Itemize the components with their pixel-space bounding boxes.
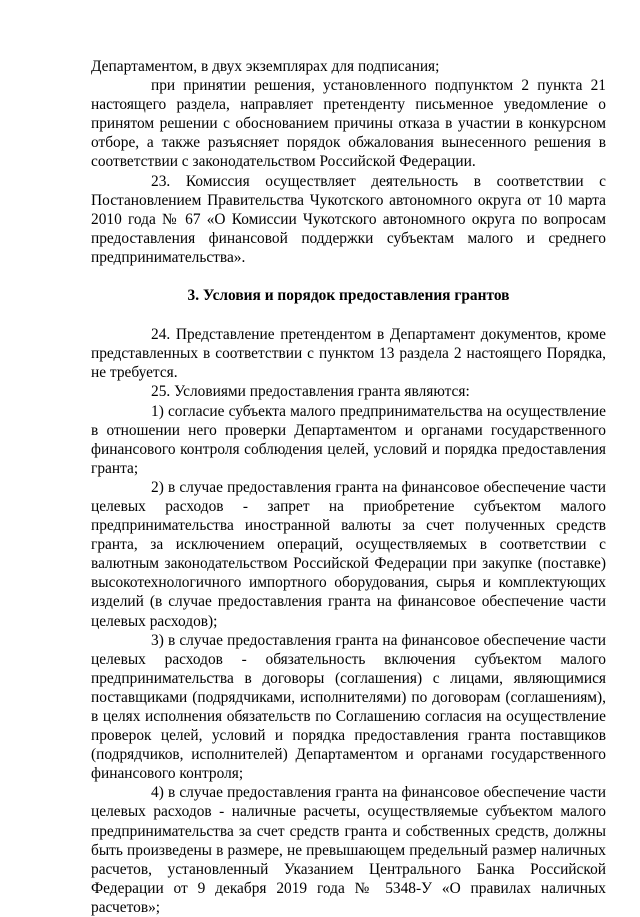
- paragraph-24: 24. Представление претендентом в Департамент документов, кроме представленных в соответствии с пунктом 13 раздела 2 настоящего Порядка, не требуется.: [91, 326, 606, 382]
- paragraph-commission-notice: при принятии решения, установленного подпунктом 2 пункта 21 настоящего раздела, направляет претенденту письменное уведомление о принятом решении с обоснованием причины отказа в участии в конкурсном отборе, а также разъясняет порядок обжалования вынесенного решения в соответствии с законодательством Российской Федерации.: [91, 77, 606, 171]
- paragraph-continuation: Департаментом, в двух экземплярах для подписания;: [91, 58, 440, 75]
- condition-item-3: 3) в случае предоставления гранта на финансовое обеспечение части целевых расходов - обязательность включения субъектом малого предпринимательства в договоры (соглашения) с лицами, являющимися поставщиками (подрядчиками, исполнителями) по договорам (соглашениям), в целях исполнения обязательств по Соглашению согласия на осуществление проверок целей, условий и порядка предоставления гранта поставщиков (подрядчиков, исполнителей) Департаментом и органами государственного финансового контроля;: [91, 631, 606, 783]
- paragraph-25: 25. Условиями предоставления гранта являются:: [151, 383, 470, 401]
- condition-item-1: 1) согласие субъекта малого предпринимательства на осуществление в отношении него проверки Департаментом и органами государственного финансового контроля соблюдения целей, условий и порядка предоставления гранта;: [91, 402, 606, 477]
- paragraph-23: 23. Комиссия осуществляет деятельность в соответствии с Постановлением Правительства Чукотского автономного округа от 10 марта 2010 года № 67 «О Комиссии Чукотского автономного округа по вопросам предоставления финансовой поддержки субъектам малого и среднего предпринимательства».: [91, 172, 606, 266]
- condition-item-4: 4) в случае предоставления гранта на финансовое обеспечение части целевых расходов - наличные расчеты, осуществляемые субъектом малого предпринимательства за счет средств гранта и собственных средств, должны быть произведены в размере, не превышающем предельный размер наличных расчетов, установленный Указанием Центрального Банка Российской Федерации от 9 декабря 2019 года № 5348-У «О правилах наличных расчетов»;: [91, 784, 606, 916]
- section-heading: 3. Условия и порядок предоставления грантов: [187, 287, 510, 305]
- condition-item-2: 2) в случае предоставления гранта на финансовое обеспечение части целевых расходов - запрет на приобретение субъектом малого предпринимательства иностранной валюты за счет полученных средств гранта, за исключением операций, осуществляемых в соответствии с валютным законодательством Российской Федерации при закупке (поставке) высокотехнологичного импортного оборудования, сырья и комплектующих изделий (в случае предоставления гранта на финансовое обеспечение части целевых расходов);: [91, 478, 606, 630]
